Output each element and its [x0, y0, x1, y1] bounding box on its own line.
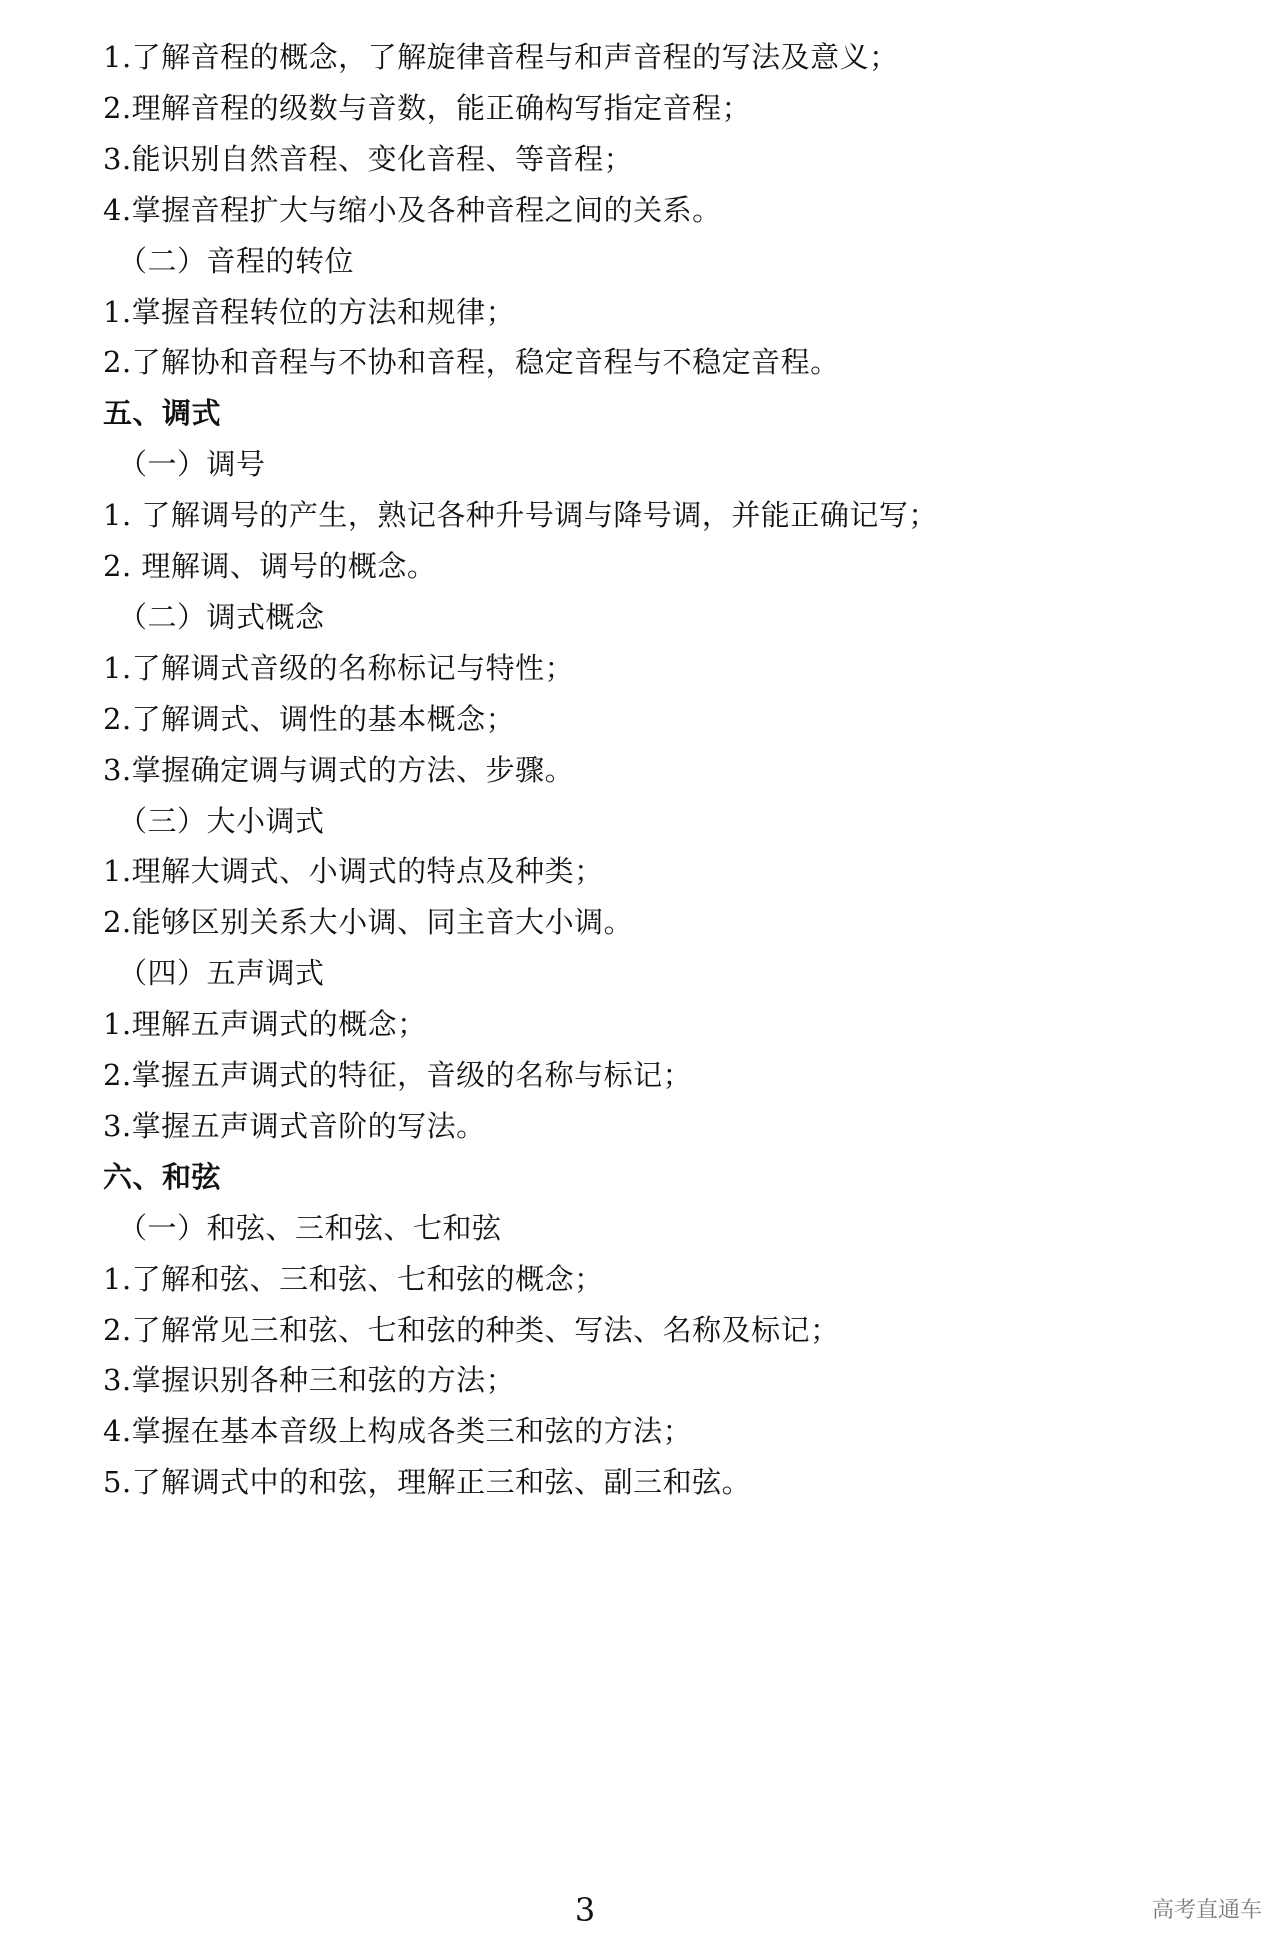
list-item: 2.能够区别关系大小调、同主音大小调。 [103, 905, 634, 939]
list-item: 2.了解调式、调性的基本概念； [103, 702, 516, 736]
subsection-heading: （二）音程的转位 [118, 244, 355, 278]
watermark: 高考直通车 [1151, 1898, 1262, 1923]
list-item: 2.理解音程的级数与音数，能正确构写指定音程； [103, 91, 752, 125]
subsection-heading: （三）大小调式 [118, 804, 325, 838]
list-item: 1.了解调式音级的名称标记与特性； [103, 651, 575, 685]
list-item: 3.掌握五声调式音阶的写法。 [103, 1109, 486, 1143]
subsection-heading: （一）调号 [118, 447, 266, 481]
subsection-heading: （一）和弦、三和弦、七和弦 [118, 1211, 502, 1245]
list-item: 1.了解音程的概念，了解旋律音程与和声音程的写法及意义； [103, 40, 899, 74]
list-item: 1.理解五声调式的概念； [103, 1007, 427, 1041]
list-item: 3.掌握识别各种三和弦的方法； [103, 1363, 516, 1397]
list-item: 4.掌握音程扩大与缩小及各种音程之间的关系。 [103, 193, 722, 227]
list-item: 4.掌握在基本音级上构成各类三和弦的方法； [103, 1414, 693, 1448]
list-item: 3.能识别自然音程、变化音程、等音程； [103, 142, 634, 176]
list-item: 5.了解调式中的和弦，理解正三和弦、副三和弦。 [103, 1465, 752, 1499]
list-item: 2.了解常见三和弦、七和弦的种类、写法、名称及标记； [103, 1313, 840, 1347]
section-heading: 六、和弦 [103, 1160, 222, 1194]
subsection-heading: （四）五声调式 [118, 956, 325, 990]
list-item: 2.了解协和音程与不协和音程，稳定音程与不稳定音程。 [103, 345, 840, 379]
section-heading: 五、调式 [103, 396, 222, 430]
page-number: 3 [574, 1891, 596, 1929]
subsection-heading: （二）调式概念 [118, 600, 325, 634]
list-item: 1.了解和弦、三和弦、七和弦的概念； [103, 1262, 604, 1296]
list-item: 1.理解大调式、小调式的特点及种类； [103, 854, 604, 888]
list-item: 3.掌握确定调与调式的方法、步骤。 [103, 753, 575, 787]
list-item: 2.掌握五声调式的特征，音级的名称与标记； [103, 1058, 693, 1092]
list-item: 1.掌握音程转位的方法和规律； [103, 295, 516, 329]
list-item: 1. 了解调号的产生，熟记各种升号调与降号调，并能正确记写； [103, 498, 938, 532]
list-item: 2. 理解调、调号的概念。 [103, 549, 437, 583]
